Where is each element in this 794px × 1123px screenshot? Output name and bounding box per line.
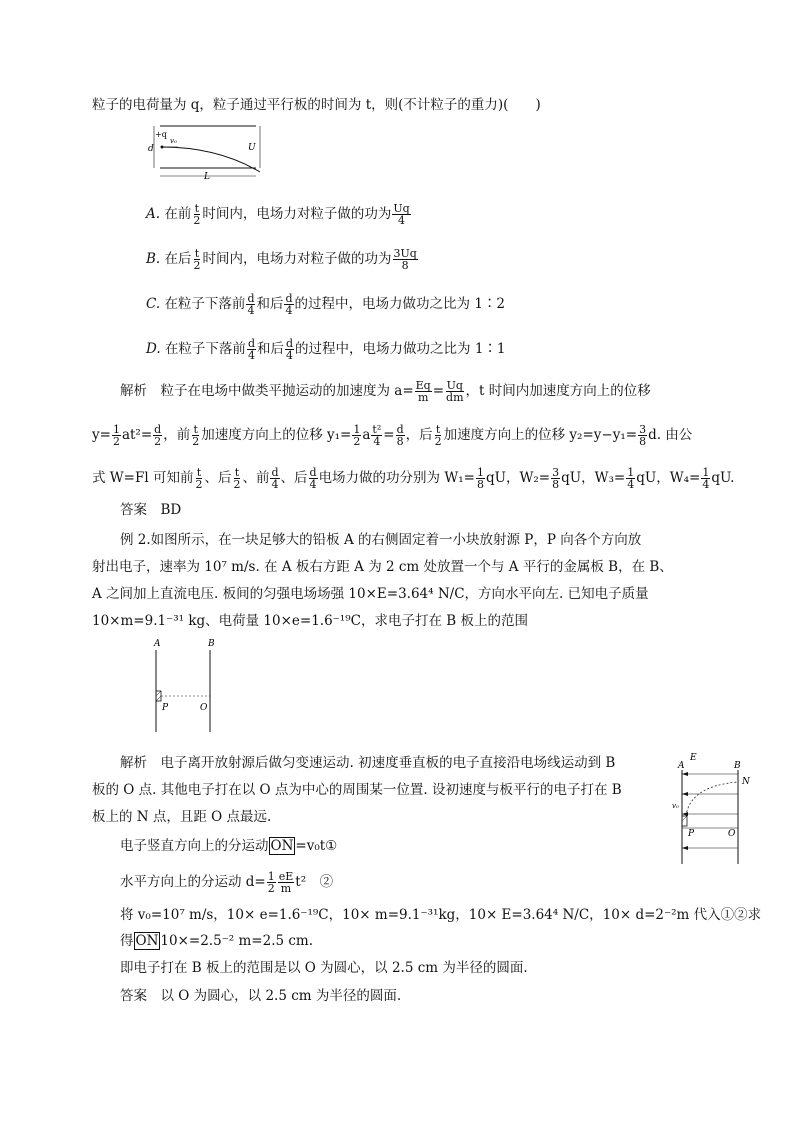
fig3-N-label: N: [742, 777, 750, 787]
example2-line4: 10×m=9.1⁻³¹ kg、电荷量 10×e=1.6⁻¹⁹C，求电子打在 B 板上的范围: [92, 613, 528, 629]
solution2-line5: 水平方向上的分运动 d= $\frac{1}{2}$ $\frac{eE}{m}$ t² ②: [120, 870, 334, 895]
solution1-line3: 式 W=Fl 可知前 $\frac{t}{2}$ 、后 $\frac{t}{2}$ 、前 $\frac{d}{4}$ 、后 $\frac{d}{4}$ 电场力做的功分别为 W₁= $\frac{1}{8}$ qU，W₂= $\frac{3}{8}$ qU，W₃= $\frac{1}{4}$ qU，W₄= $\frac{1}{4}$ qU.: [92, 466, 735, 491]
example2-line1: 例 2.如图所示，在一块足够大的铅板 A 的右侧固定着一小块放射源 P，P 向各个方向放: [120, 532, 642, 548]
solution2-line2: 板的 O 点. 其他电子打在以 O 点为中心的周围某一位置. 设初速度与板平行的电子打在 B: [92, 782, 622, 798]
solution2-line8: 即电子打在 B 板上的范围是以 O 为圆心，以 2.5 cm 为半径的圆面.: [120, 960, 528, 976]
option-b: B. 在后 $\frac{t}{2}$ 时间内，电场力对粒子做的功为 $\frac{3Uq}{8}$: [146, 247, 417, 272]
fig2-P-label: P: [162, 703, 169, 713]
solution2-line3: 板上的 N 点，且距 O 点最远.: [92, 809, 272, 825]
example2-line3: A 之间加上直流电压. 板间的匀强电场场强 10×E=3.64⁴ N/C，方向水平向左. 已知电子质量: [92, 586, 649, 602]
fig2-A-label: A: [154, 639, 161, 649]
solution2-line7: 得 ON 10×=2.5⁻² m=2.5 cm.: [120, 933, 314, 949]
figure-electron-trajectory: [668, 748, 758, 868]
fig1-d-label: d: [148, 144, 154, 154]
fig3-B-label: B: [734, 761, 741, 771]
answer2: 答案 以 O 为圆心，以 2.5 cm 为半径的圆面.: [120, 988, 402, 1004]
question-intro: 粒子的电荷量为 q，粒子通过平行板的时间为 t，则(不计粒子的重力)( ): [92, 97, 541, 113]
solution2-line1: 解析 电子离开放射源后做匀变速运动. 初速度垂直板的电子直接沿电场线运动到 B: [120, 755, 616, 771]
fig3-v0-label: v₀: [672, 802, 679, 810]
solution2-line4: 电子竖直方向上的分运动 ON =v₀t①: [120, 838, 338, 854]
answer1: 答案 BD: [120, 502, 182, 518]
figure-plates-ab: [148, 636, 228, 736]
fig1-U-label: U: [248, 143, 256, 153]
fig3-P-label: P: [688, 829, 695, 839]
fig3-O-label: O: [728, 829, 736, 839]
solution1-line2: y= $\frac{1}{2}$ at²= $\frac{d}{2}$ ，前 $\frac{t}{2}$ 加速度方向上的位移 y₁= $\frac{1}{2}$ a $\frac{\text{t²}}{4}$ = $\frac{d}{8}$ ，后 $\frac{t}{2}$ 加速度方向上的位移 y₂=y−y₁= $\frac{3}{8}$ d. 由公: [92, 423, 693, 448]
figure-parallel-plates: [148, 122, 268, 182]
solution1-line1: 解析 粒子在电场中做类平抛运动的加速度为 a= $\frac{Eq}{m}$ = $\frac{Uq}{dm}$ ，t 时间内加速度方向上的位移: [120, 379, 651, 404]
fig3-A-label: A: [678, 761, 685, 771]
fig1-q-label: +q: [155, 130, 167, 139]
option-d: D. 在粒子下落前 $\frac{d}{4}$ 和后 $\frac{d}{4}$ 的过程中，电场力做功之比为 1∶1: [146, 337, 506, 362]
fig3-E-label: E: [690, 753, 697, 763]
option-c: C. 在粒子下落前 $\frac{d}{4}$ 和后 $\frac{d}{4}$ 的过程中，电场力做功之比为 1∶2: [146, 292, 506, 317]
example2-line2: 射出电子，速率为 10⁷ m/s. 在 A 板右方距 A 为 2 cm 处放置一个与 A 平行的金属板 B，在 B、: [92, 559, 673, 575]
option-a: A. 在前 $\frac{t}{2}$ 时间内，电场力对粒子做的功为 $\frac{Uq}{4}$: [146, 202, 410, 227]
fig1-v0-label: v₀: [170, 137, 177, 145]
fig1-L-label: L: [204, 172, 210, 182]
solution2-line6: 将 v₀=10⁷ m/s，10× e=1.6⁻¹⁹C，10× m=9.1⁻³¹kg，10× E=3.64⁴ N/C，10× d=2⁻²m 代入①②求: [120, 907, 762, 923]
fig2-O-label: O: [200, 703, 208, 713]
fig2-B-label: B: [208, 639, 215, 649]
